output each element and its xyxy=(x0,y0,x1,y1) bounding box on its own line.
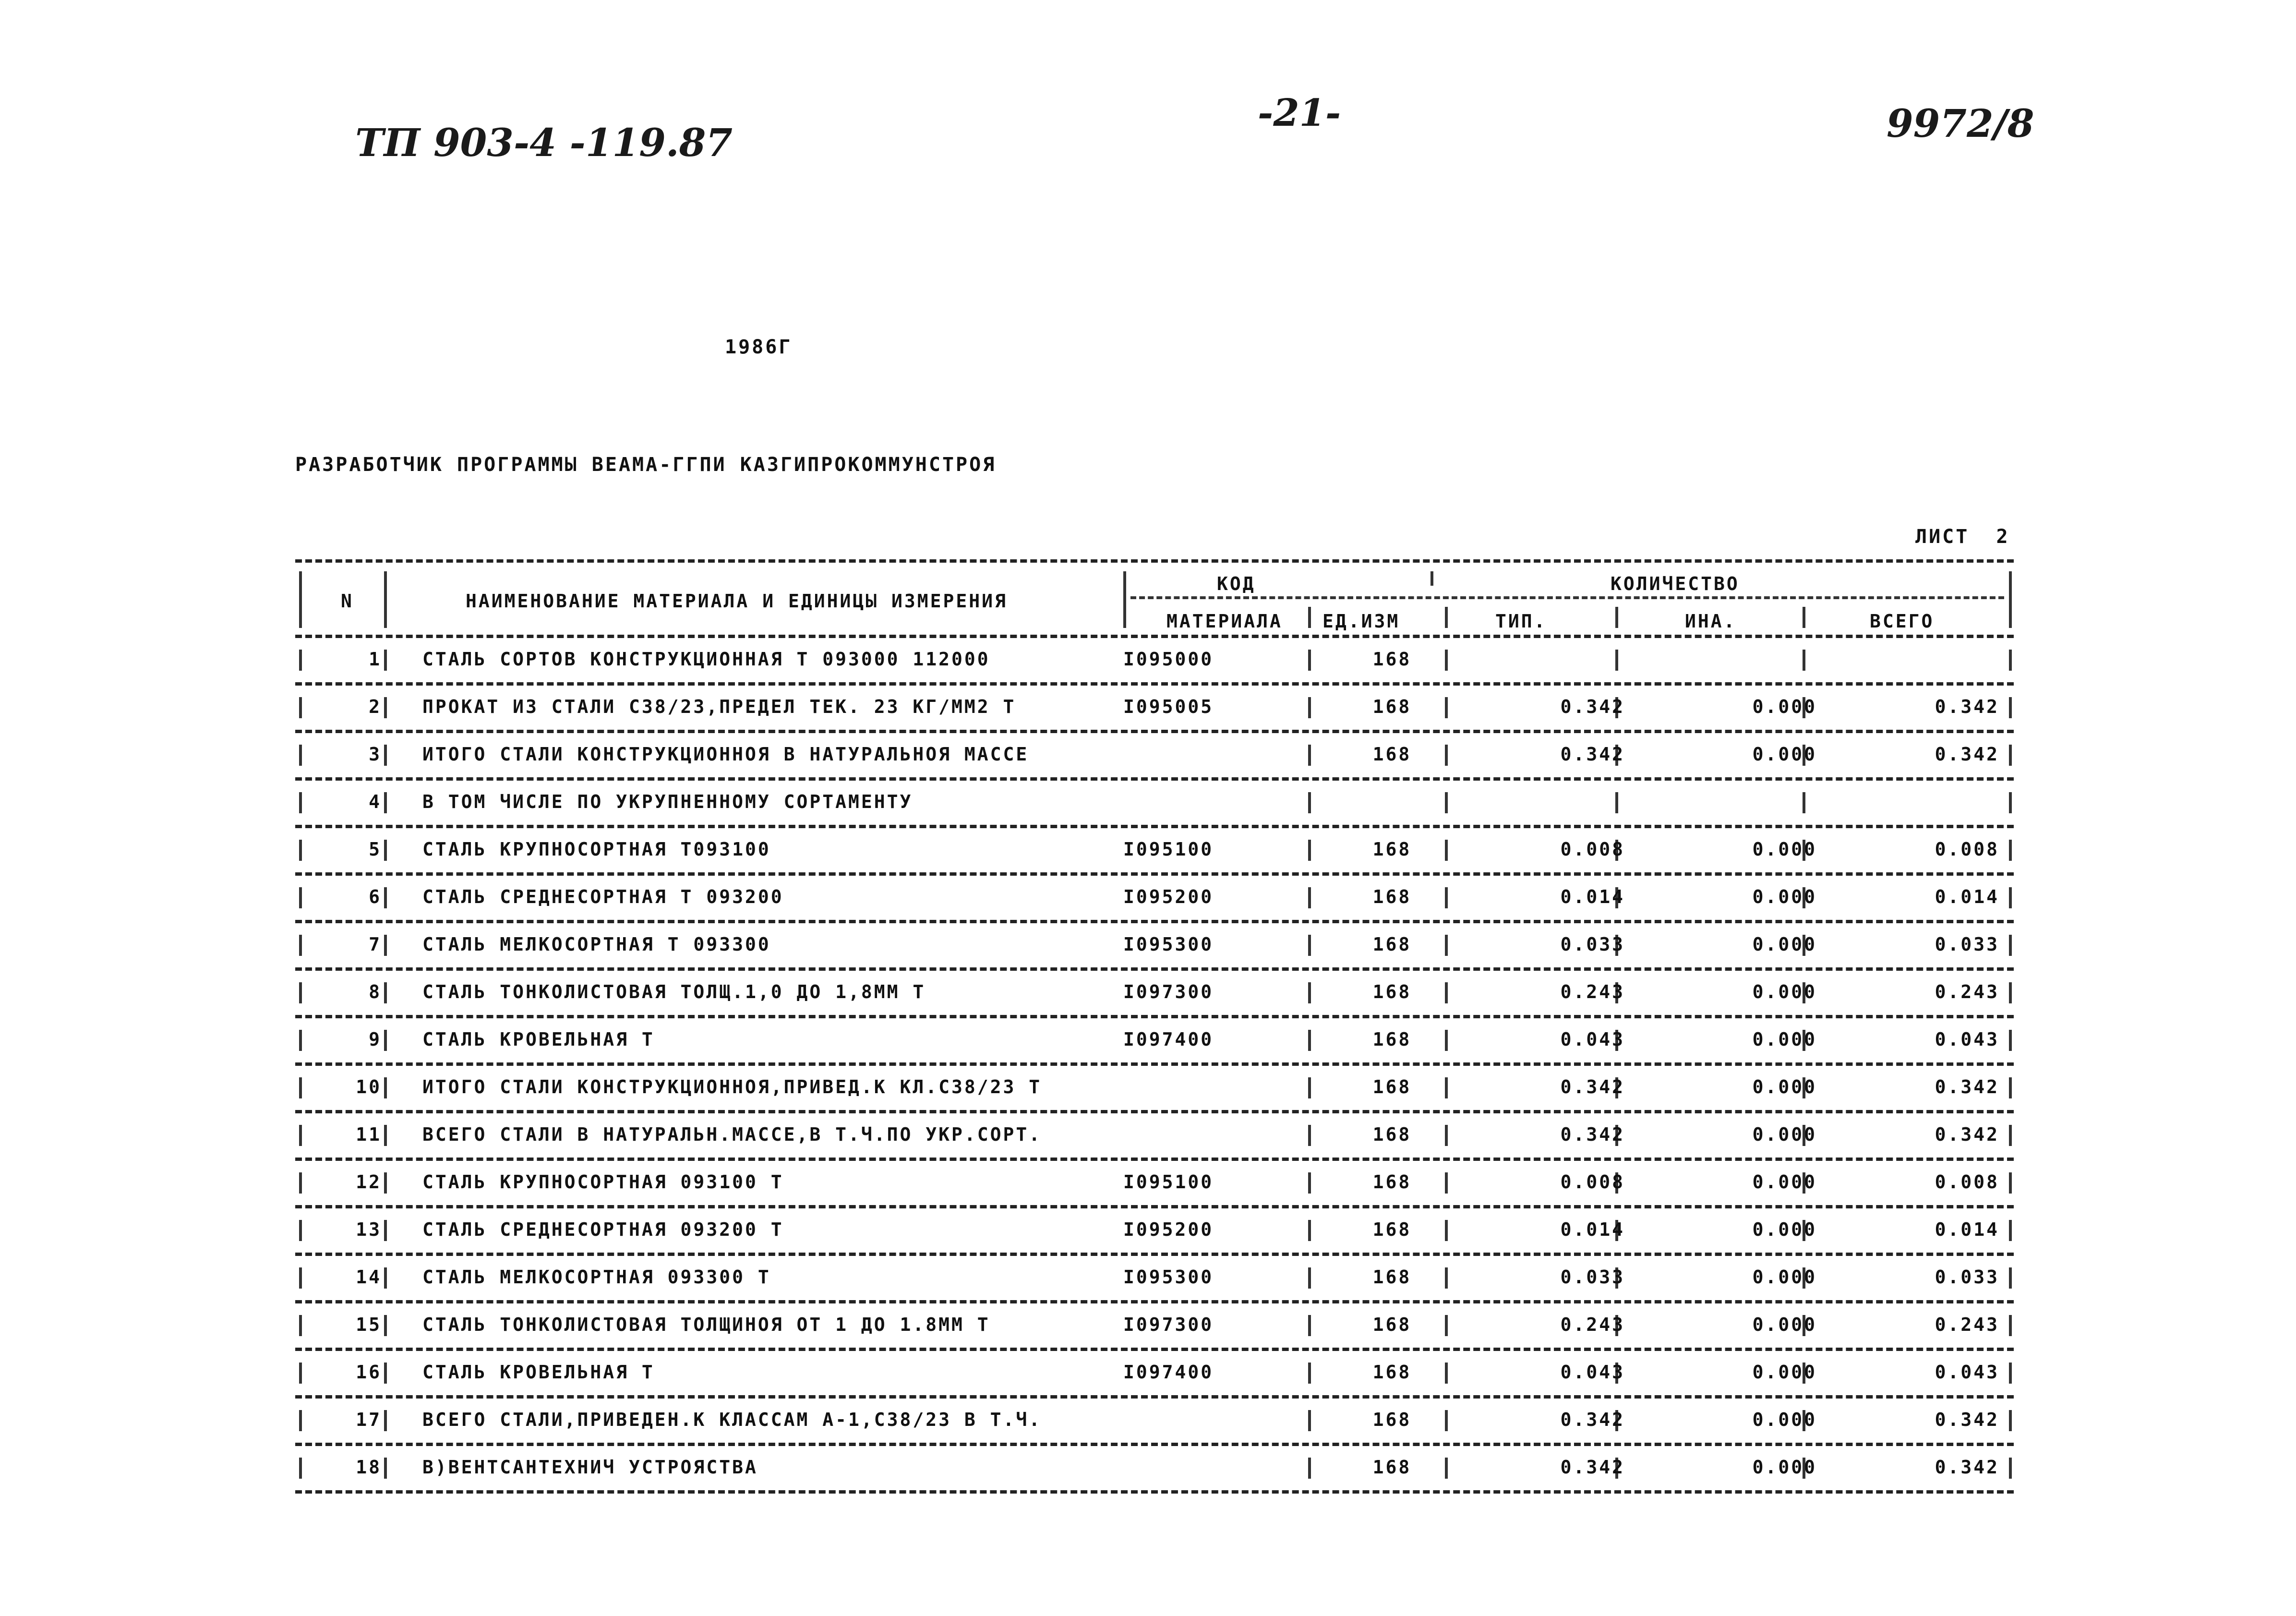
row-rule xyxy=(295,1443,2014,1446)
material-code: I097300 xyxy=(1123,981,1214,1002)
material-code: I095300 xyxy=(1123,1266,1214,1288)
quantity-typ: 0.008 xyxy=(1560,1171,1625,1193)
quantity-ina: 0.000 xyxy=(1752,1076,1817,1097)
table-row xyxy=(295,971,2014,1015)
unit-code: 168 xyxy=(1372,1219,1412,1240)
column-separator-right xyxy=(2009,792,2012,813)
quantity-typ: 0.043 xyxy=(1560,1362,1625,1383)
table-row xyxy=(295,1446,2014,1490)
column-header-unit: ЕД.ИЗМ xyxy=(1322,611,1400,632)
quantity-typ: 0.342 xyxy=(1560,696,1625,717)
quantity-typ: 0.014 xyxy=(1560,1219,1625,1240)
column-separator-typ xyxy=(1445,745,1448,766)
column-separator-n xyxy=(384,1030,387,1051)
column-separator-unit xyxy=(1308,1458,1311,1479)
column-separator-n xyxy=(384,697,387,718)
row-number: 6 xyxy=(369,886,382,907)
column-separator-left xyxy=(299,935,302,956)
table-row xyxy=(295,1256,2014,1300)
table-top-rule xyxy=(295,559,2014,563)
table-row xyxy=(295,1161,2014,1205)
quantity-typ: 0.342 xyxy=(1560,1457,1625,1478)
unit-code: 168 xyxy=(1372,1029,1412,1050)
material-name: СТАЛЬ МЕЛКОСОРТНАЯ Т 093300 xyxy=(422,934,771,955)
quantity-typ: 0.033 xyxy=(1560,934,1625,955)
column-separator-left xyxy=(299,840,302,861)
column-separator-left xyxy=(299,1315,302,1336)
material-name: СТАЛЬ СРЕДНЕСОРТНАЯ Т 093200 xyxy=(422,886,784,907)
quantity-total: 0.342 xyxy=(1935,744,1999,765)
material-name: СТАЛЬ МЕЛКОСОРТНАЯ 093300 Т xyxy=(422,1266,771,1288)
column-separator-unit xyxy=(1308,792,1311,813)
material-name: СТАЛЬ КРУПНОСОРТНАЯ 093100 Т xyxy=(422,1171,784,1193)
quantity-ina: 0.000 xyxy=(1752,1457,1817,1478)
column-separator-typ xyxy=(1445,935,1448,956)
row-rule xyxy=(295,872,2014,876)
material-code: I095200 xyxy=(1123,886,1214,907)
column-separator-n xyxy=(384,745,387,766)
column-separator-typ xyxy=(1445,1363,1448,1384)
row-number: 9 xyxy=(369,1029,382,1050)
table-row xyxy=(295,1351,2014,1395)
column-separator-typ xyxy=(1445,792,1448,813)
material-code: I095005 xyxy=(1123,696,1214,717)
column-separator-typ xyxy=(1445,982,1448,1003)
column-separator-unit xyxy=(1308,840,1311,861)
column-separator-typ xyxy=(1445,1410,1448,1431)
unit-code: 168 xyxy=(1372,1076,1412,1097)
material-name: СТАЛЬ КРОВЕЛЬНАЯ Т xyxy=(422,1362,655,1383)
quantity-typ: 0.342 xyxy=(1560,1409,1625,1430)
year-label: 1986Г xyxy=(725,336,793,358)
column-separator-right xyxy=(2009,1077,2012,1098)
table-row xyxy=(295,686,2014,730)
row-rule xyxy=(295,1300,2014,1303)
unit-code: 168 xyxy=(1372,696,1412,717)
column-separator-n xyxy=(384,650,387,671)
material-name: В ТОМ ЧИСЛЕ ПО УКРУПНЕННОМУ СОРТАМЕНТУ xyxy=(422,791,913,812)
document-code: ТП 903-4 -119.87 xyxy=(355,120,733,165)
row-number: 12 xyxy=(356,1171,382,1193)
column-separator-left xyxy=(299,1410,302,1431)
header-border-typ xyxy=(1445,607,1448,628)
material-code: I095300 xyxy=(1123,934,1214,955)
column-separator-left xyxy=(299,1077,302,1098)
quantity-typ: 0.043 xyxy=(1560,1029,1625,1050)
material-name: СТАЛЬ КРУПНОСОРТНАЯ Т093100 xyxy=(422,839,771,860)
row-rule xyxy=(295,1348,2014,1351)
quantity-total: 0.008 xyxy=(1935,839,1999,860)
row-number: 7 xyxy=(369,934,382,955)
column-separator-unit xyxy=(1308,1363,1311,1384)
column-separator-n xyxy=(384,1458,387,1479)
quantity-ina: 0.000 xyxy=(1752,696,1817,717)
column-separator-typ xyxy=(1445,840,1448,861)
quantity-ina: 0.000 xyxy=(1752,1029,1817,1050)
column-separator-n xyxy=(384,1363,387,1384)
row-rule xyxy=(295,825,2014,828)
quantity-total: 0.043 xyxy=(1935,1029,1999,1050)
column-separator-right xyxy=(2009,745,2012,766)
column-separator-right xyxy=(2009,840,2012,861)
column-header-material: МАТЕРИАЛА xyxy=(1166,611,1283,632)
column-separator-unit xyxy=(1308,887,1311,908)
quantity-ina: 0.000 xyxy=(1752,981,1817,1002)
column-separator-right xyxy=(2009,1410,2012,1431)
column-header-quantity: КОЛИЧЕСТВО xyxy=(1611,573,1740,594)
column-separator-right xyxy=(2009,1315,2012,1336)
unit-code: 168 xyxy=(1372,1314,1412,1335)
quantity-ina: 0.000 xyxy=(1752,1219,1817,1240)
quantity-total: 0.342 xyxy=(1935,696,1999,717)
column-separator-left xyxy=(299,887,302,908)
column-separator-unit xyxy=(1308,1315,1311,1336)
unit-code: 168 xyxy=(1372,1409,1412,1430)
column-separator-right xyxy=(2009,1125,2012,1146)
developer-line: РАЗРАБОТЧИК ПРОГРАММЫ ВЕАМА-ГГПИ КАЗГИПРОКОММУНСТРОЯ xyxy=(295,454,997,476)
column-separator-right xyxy=(2009,697,2012,718)
table-header xyxy=(295,563,2014,635)
column-separator-left xyxy=(299,982,302,1003)
column-separator-n xyxy=(384,792,387,813)
quantity-total: 0.243 xyxy=(1935,981,1999,1002)
column-separator-typ xyxy=(1445,1220,1448,1241)
column-separator-right xyxy=(2009,935,2012,956)
table-row xyxy=(295,876,2014,920)
column-header-name: НАИМЕНОВАНИЕ МАТЕРИАЛА И ЕДИНИЦЫ ИЗМЕРЕНИЯ xyxy=(466,591,1008,612)
row-rule xyxy=(295,682,2014,686)
row-number: 4 xyxy=(369,791,382,812)
table-row xyxy=(295,923,2014,967)
column-separator-unit xyxy=(1308,745,1311,766)
header-border-right xyxy=(2009,571,2012,628)
column-separator-right xyxy=(2009,1220,2012,1241)
quantity-ina: 0.000 xyxy=(1752,1362,1817,1383)
column-header-code: КОД xyxy=(1217,573,1256,594)
quantity-ina: 0.000 xyxy=(1752,1171,1817,1193)
column-separator-ina xyxy=(1615,792,1618,813)
column-separator-left xyxy=(299,1458,302,1479)
table-row xyxy=(295,781,2014,825)
quantity-typ: 0.033 xyxy=(1560,1266,1625,1288)
column-separator-total xyxy=(1803,792,1805,813)
column-separator-typ xyxy=(1445,650,1448,671)
table-row xyxy=(295,828,2014,872)
quantity-total: 0.014 xyxy=(1935,1219,1999,1240)
sheet-number-label: ЛИСТ 2 xyxy=(1915,526,2010,548)
column-header-n: N xyxy=(341,591,354,612)
header-border-qty xyxy=(1430,571,1433,586)
column-separator-left xyxy=(299,1267,302,1289)
material-name: ПРОКАТ ИЗ СТАЛИ С38/23,ПРЕДЕЛ ТЕК. 23 КГ/ММ2 Т xyxy=(422,696,1016,717)
quantity-total: 0.342 xyxy=(1935,1457,1999,1478)
column-separator-n xyxy=(384,1267,387,1289)
row-number: 8 xyxy=(369,981,382,1002)
material-name: СТАЛЬ СОРТОВ КОНСТРУКЦИОННАЯ Т 093000 112000 xyxy=(422,649,990,670)
column-separator-unit xyxy=(1308,982,1311,1003)
material-name: СТАЛЬ ТОНКОЛИСТОВАЯ ТОЛЩИНОЯ ОТ 1 ДО 1.8ММ Т xyxy=(422,1314,990,1335)
column-separator-total xyxy=(1803,650,1805,671)
quantity-typ: 0.342 xyxy=(1560,1124,1625,1145)
material-name: ИТОГО СТАЛИ КОНСТРУКЦИОННОЯ,ПРИВЕД.К КЛ.С38/23 Т xyxy=(422,1076,1042,1097)
header-border-n xyxy=(384,571,387,628)
header-sub-rule xyxy=(1130,596,2004,599)
column-separator-left xyxy=(299,697,302,718)
header-border-ina xyxy=(1615,607,1618,628)
quantity-typ: 0.008 xyxy=(1560,839,1625,860)
table-row xyxy=(295,1208,2014,1253)
row-number: 18 xyxy=(356,1457,382,1478)
column-separator-right xyxy=(2009,887,2012,908)
column-separator-right xyxy=(2009,1172,2012,1194)
column-separator-n xyxy=(384,887,387,908)
header-border-code xyxy=(1123,571,1126,628)
unit-code: 168 xyxy=(1372,1457,1412,1478)
unit-code: 168 xyxy=(1372,1171,1412,1193)
column-separator-right xyxy=(2009,1363,2012,1384)
column-separator-unit xyxy=(1308,650,1311,671)
quantity-typ: 0.342 xyxy=(1560,1076,1625,1097)
material-code: I097400 xyxy=(1123,1029,1214,1050)
row-number: 10 xyxy=(356,1076,382,1097)
quantity-total: 0.033 xyxy=(1935,934,1999,955)
column-separator-right xyxy=(2009,1030,2012,1051)
quantity-total: 0.043 xyxy=(1935,1362,1999,1383)
column-separator-n xyxy=(384,1315,387,1336)
quantity-total: 0.033 xyxy=(1935,1266,1999,1288)
material-code: I095000 xyxy=(1123,649,1214,670)
material-name: ВСЕГО СТАЛИ,ПРИВЕДЕН.К КЛАССАМ А-1,С38/23 В Т.Ч. xyxy=(422,1409,1042,1430)
column-separator-left xyxy=(299,745,302,766)
quantity-total: 0.342 xyxy=(1935,1076,1999,1097)
quantity-total: 0.342 xyxy=(1935,1409,1999,1430)
quantity-typ: 0.342 xyxy=(1560,744,1625,765)
quantity-ina: 0.000 xyxy=(1752,1266,1817,1288)
table-body xyxy=(295,638,2014,1494)
row-number: 16 xyxy=(356,1362,382,1383)
column-separator-typ xyxy=(1445,1458,1448,1479)
table-row xyxy=(295,733,2014,777)
column-separator-unit xyxy=(1308,1030,1311,1051)
quantity-ina: 0.000 xyxy=(1752,839,1817,860)
column-separator-typ xyxy=(1445,1125,1448,1146)
material-code: I097300 xyxy=(1123,1314,1214,1335)
materials-table xyxy=(295,559,2014,1494)
column-header-typ: ТИП. xyxy=(1495,611,1547,632)
column-separator-right xyxy=(2009,982,2012,1003)
row-rule xyxy=(295,1015,2014,1018)
quantity-typ: 0.243 xyxy=(1560,1314,1625,1335)
row-rule xyxy=(295,1490,2014,1494)
quantity-typ: 0.014 xyxy=(1560,886,1625,907)
column-separator-typ xyxy=(1445,887,1448,908)
table-row xyxy=(295,1113,2014,1158)
row-number: 15 xyxy=(356,1314,382,1335)
unit-code: 168 xyxy=(1372,1266,1412,1288)
material-name: СТАЛЬ КРОВЕЛЬНАЯ Т xyxy=(422,1029,655,1050)
page-number: -21- xyxy=(1258,91,1341,135)
unit-code: 168 xyxy=(1372,981,1412,1002)
row-rule xyxy=(295,777,2014,781)
column-separator-left xyxy=(299,650,302,671)
table-row xyxy=(295,1399,2014,1443)
column-separator-n xyxy=(384,1077,387,1098)
unit-code: 168 xyxy=(1372,839,1412,860)
quantity-total: 0.342 xyxy=(1935,1124,1999,1145)
column-separator-right xyxy=(2009,1458,2012,1479)
column-separator-left xyxy=(299,1030,302,1051)
column-separator-unit xyxy=(1308,1267,1311,1289)
quantity-ina: 0.000 xyxy=(1752,934,1817,955)
column-separator-typ xyxy=(1445,1077,1448,1098)
row-number: 13 xyxy=(356,1219,382,1240)
quantity-ina: 0.000 xyxy=(1752,1409,1817,1430)
table-row xyxy=(295,1303,2014,1348)
column-separator-typ xyxy=(1445,1315,1448,1336)
column-separator-typ xyxy=(1445,1267,1448,1289)
column-separator-unit xyxy=(1308,697,1311,718)
row-number: 3 xyxy=(369,744,382,765)
column-separator-n xyxy=(384,1172,387,1194)
material-name: ВСЕГО СТАЛИ В НАТУРАЛЬН.МАССЕ,В Т.Ч.ПО УКР.СОРТ. xyxy=(422,1124,1042,1145)
material-name: В)ВЕНТСАНТЕХНИЧ УСТРОЯСТВА xyxy=(422,1457,758,1478)
quantity-total: 0.008 xyxy=(1935,1171,1999,1193)
quantity-typ: 0.243 xyxy=(1560,981,1625,1002)
table-row xyxy=(295,1066,2014,1110)
row-number: 5 xyxy=(369,839,382,860)
quantity-total: 0.243 xyxy=(1935,1314,1999,1335)
unit-code: 168 xyxy=(1372,1362,1412,1383)
unit-code: 168 xyxy=(1372,1124,1412,1145)
table-row xyxy=(295,638,2014,682)
unit-code: 168 xyxy=(1372,649,1412,670)
column-separator-unit xyxy=(1308,1410,1311,1431)
row-rule xyxy=(295,1062,2014,1066)
column-separator-right xyxy=(2009,650,2012,671)
material-code: I097400 xyxy=(1123,1362,1214,1383)
row-rule xyxy=(295,1253,2014,1256)
row-number: 17 xyxy=(356,1409,382,1430)
header-border-unit xyxy=(1308,607,1311,628)
column-separator-typ xyxy=(1445,1172,1448,1194)
column-separator-unit xyxy=(1308,1125,1311,1146)
column-separator-left xyxy=(299,1125,302,1146)
header-border-total xyxy=(1803,607,1805,628)
sheet-reference: 9972/8 xyxy=(1887,101,2034,146)
row-number: 1 xyxy=(369,649,382,670)
header-bottom-rule xyxy=(295,635,2014,638)
column-separator-ina xyxy=(1615,650,1618,671)
material-name: СТАЛЬ ТОНКОЛИСТОВАЯ ТОЛЩ.1,0 ДО 1,8ММ Т xyxy=(422,981,926,1002)
column-header-total: ВСЕГО xyxy=(1870,611,1935,632)
quantity-ina: 0.000 xyxy=(1752,886,1817,907)
header-border-left xyxy=(299,571,302,628)
table-row xyxy=(295,1018,2014,1062)
column-separator-unit xyxy=(1308,1172,1311,1194)
row-rule xyxy=(295,967,2014,971)
column-separator-typ xyxy=(1445,1030,1448,1051)
column-separator-left xyxy=(299,1363,302,1384)
column-separator-left xyxy=(299,792,302,813)
row-rule xyxy=(295,730,2014,733)
column-separator-n xyxy=(384,1125,387,1146)
unit-code: 168 xyxy=(1372,886,1412,907)
unit-code: 168 xyxy=(1372,744,1412,765)
column-separator-left xyxy=(299,1220,302,1241)
column-separator-unit xyxy=(1308,1077,1311,1098)
column-separator-n xyxy=(384,1410,387,1431)
column-separator-right xyxy=(2009,1267,2012,1289)
row-rule xyxy=(295,1158,2014,1161)
row-rule xyxy=(295,1110,2014,1113)
row-rule xyxy=(295,1205,2014,1208)
material-code: I095200 xyxy=(1123,1219,1214,1240)
row-rule xyxy=(295,1395,2014,1399)
column-separator-n xyxy=(384,982,387,1003)
material-code: I095100 xyxy=(1123,1171,1214,1193)
quantity-ina: 0.000 xyxy=(1752,1314,1817,1335)
column-separator-unit xyxy=(1308,935,1311,956)
column-separator-n xyxy=(384,840,387,861)
column-separator-n xyxy=(384,935,387,956)
material-name: СТАЛЬ СРЕДНЕСОРТНАЯ 093200 Т xyxy=(422,1219,784,1240)
column-separator-unit xyxy=(1308,1220,1311,1241)
row-rule xyxy=(295,920,2014,923)
material-name: ИТОГО СТАЛИ КОНСТРУКЦИОННОЯ В НАТУРАЛЬНОЯ МАССЕ xyxy=(422,744,1029,765)
quantity-ina: 0.000 xyxy=(1752,744,1817,765)
quantity-total: 0.014 xyxy=(1935,886,1999,907)
material-code: I095100 xyxy=(1123,839,1214,860)
row-number: 11 xyxy=(356,1124,382,1145)
column-separator-left xyxy=(299,1172,302,1194)
row-number: 2 xyxy=(369,696,382,717)
column-header-ina: ИНА. xyxy=(1685,611,1737,632)
unit-code: 168 xyxy=(1372,934,1412,955)
column-separator-typ xyxy=(1445,697,1448,718)
quantity-ina: 0.000 xyxy=(1752,1124,1817,1145)
row-number: 14 xyxy=(356,1266,382,1288)
column-separator-n xyxy=(384,1220,387,1241)
